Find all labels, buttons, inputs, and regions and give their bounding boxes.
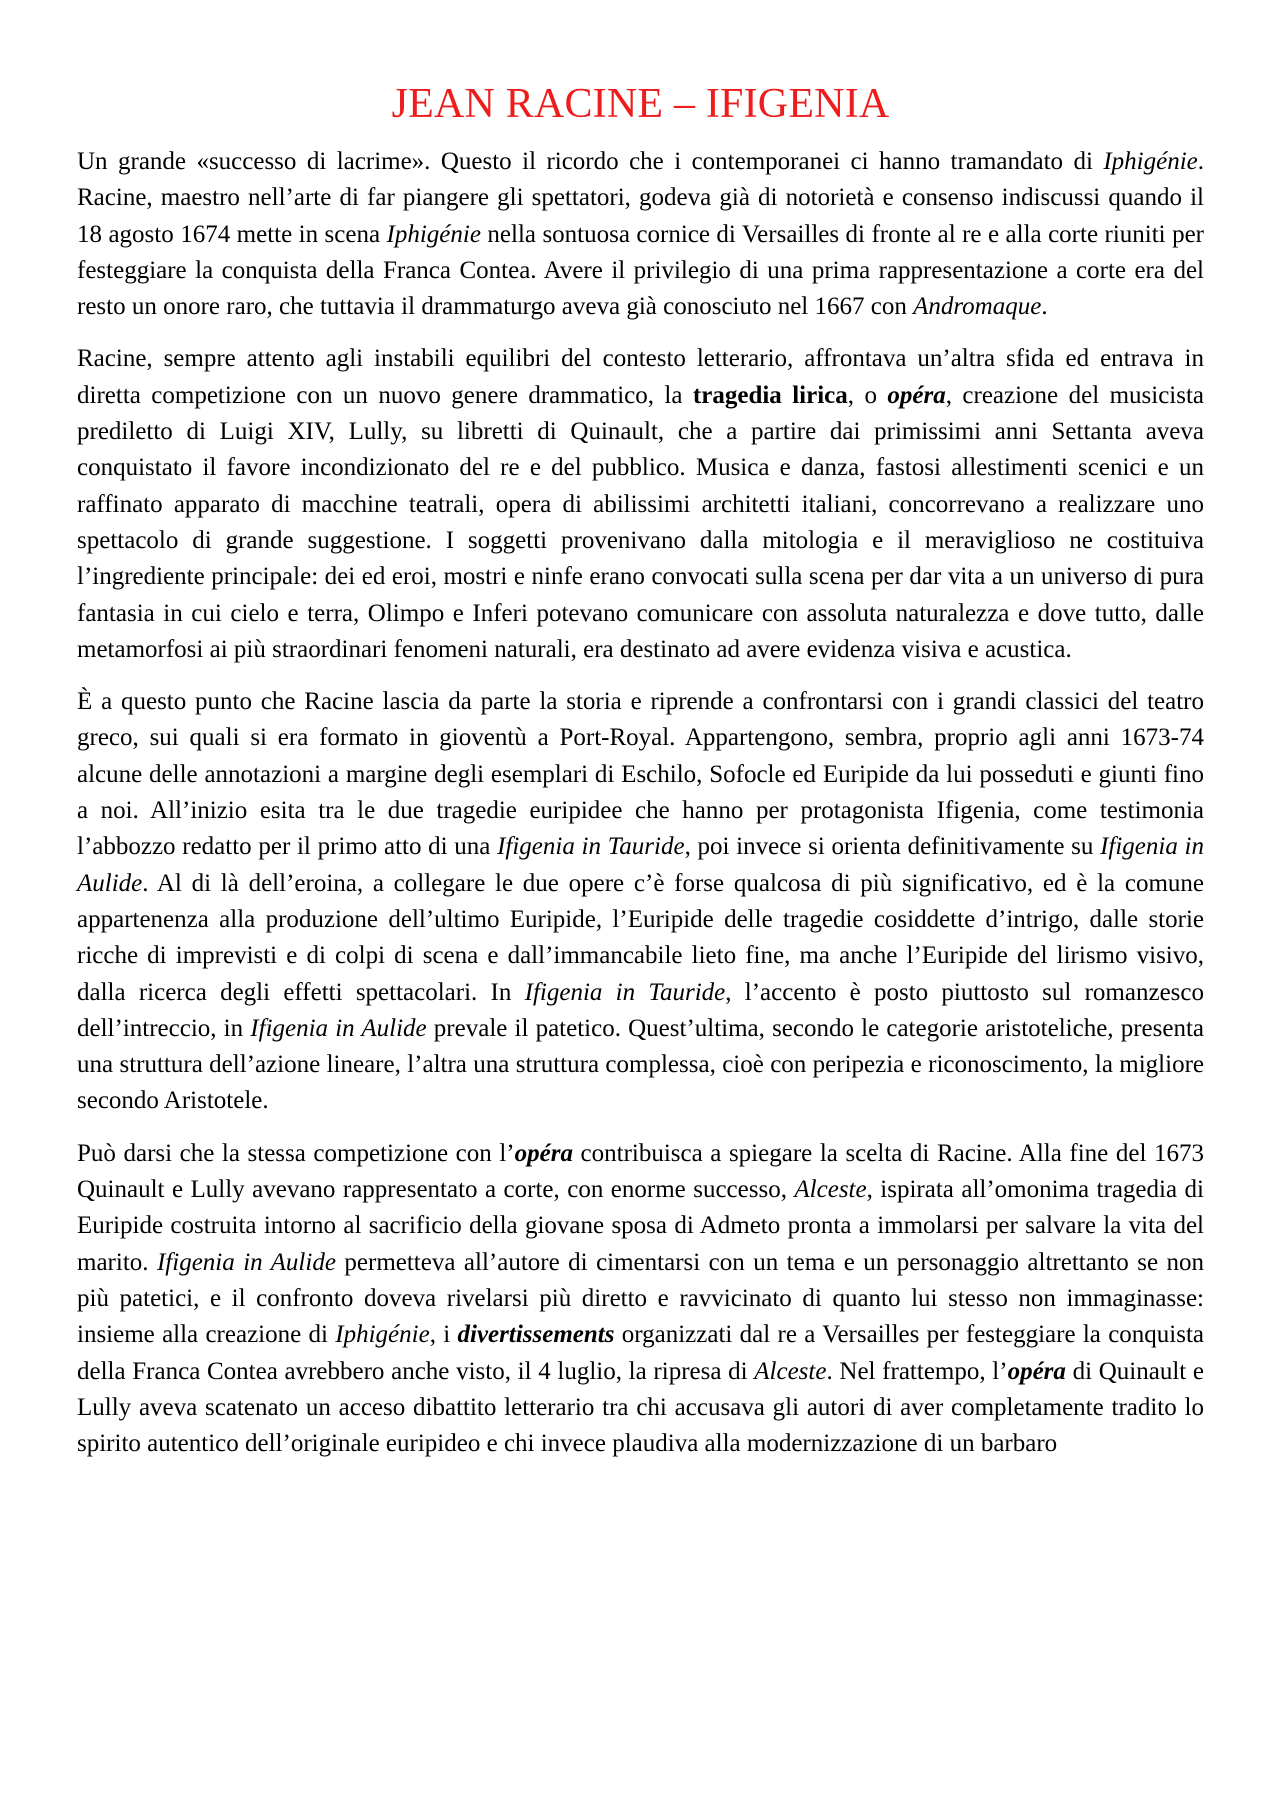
bold-italic-term-opera: opéra — [887, 381, 946, 409]
italic-title-alceste: Alceste — [794, 1176, 867, 1204]
bold-italic-term-opera: opéra — [1007, 1357, 1066, 1385]
italic-title-iphigenie: Iphigénie — [386, 220, 481, 248]
italic-title-iphigenie: Iphigénie — [335, 1321, 430, 1349]
text-run: È a questo punto che Racine lascia da parte la storia e riprende a confrontarsi con i grandi classici del teatro greco, sui quali si era formato in gioventù a Port-Royal. Appartengono, sembra, proprio agli anni 1673-74 alcune delle annotazioni a margine degli esemplari di Eschilo, Sofocle ed Euripide da lui posseduti e giunti fino a noi. All’inizio esita tra le due tragedie euripidee che hanno per protagonista Ifigenia, come testimonia l’abbozzo redatto per il primo atto di una — [77, 688, 1204, 861]
text-run: di Quinault e Lully aveva scatenato un acceso dibattito letterario tra chi accusava gli autori di aver completamente tradito lo spirito autentico dell’originale euripideo e chi invece plaudiva alla modernizzazione di un barbaro — [77, 1357, 1205, 1458]
text-run: nella sontuosa cornice di Versailles di fronte al re e alla corte riuniti per festeggiare la conquista della Franca Contea. Avere il privilegio di una prima rappresentazione a corte era del resto un onore raro, che tuttavia il drammaturgo aveva già conosciuto nel 1667 con — [77, 220, 1205, 321]
text-run: permetteva all’autore di cimentarsi con un tema e un personaggio altrettanto se non più patetici, e il confronto doveva rivelarsi più diretto e ravvicinato di quanto lui stesso non immaginasse: insieme alla creazione di — [77, 1248, 1204, 1349]
italic-title-ifigenia-aulide: Ifigenia in Aulide — [77, 833, 1204, 897]
italic-title-ifigenia-tauride: Ifigenia in Tauride — [524, 978, 726, 1006]
paragraph-4 — [77, 1136, 1204, 1463]
bold-term-tragedia-lirica: tragedia lirica — [692, 381, 848, 409]
paragraph-1 — [77, 144, 1204, 325]
text-run: prevale il patetico. Quest’ultima, secondo le categorie aristoteliche, presenta una struttura dell’azione lineare, l’altra una struttura complessa, cioè con peripezia e riconoscimento, la migliore secondo Aristotele. — [77, 1014, 1204, 1115]
italic-title-andromaque: Andromaque — [913, 293, 1042, 321]
text-run: . Nel frattempo, l’ — [826, 1357, 1008, 1385]
italic-title-ifigenia-tauride: Ifigenia in Tauride — [497, 833, 685, 861]
text-run: , i — [429, 1321, 458, 1349]
text-run: , l’accento è posto piuttosto sul romanzesco dell’intreccio, in — [77, 978, 1204, 1042]
text-run: . Al di là dell’eroina, a collegare le due opere c’è forse qualcosa di più significativo, ed è la comune appartenenza alla produzione dell’ultimo Euripide, l’Euripide delle tragedie cosiddette d’intrigo, dalle storie ricche di imprevisti e di colpi di scena e dall’immancabile lieto fine, ma anche l’Euripide del lirismo visivo, dalla ricerca degli effetti spettacolari. In — [77, 869, 1204, 1006]
italic-title-ifigenia-aulide: Ifigenia in Aulide — [156, 1248, 336, 1276]
text-run: , creazione del musicista prediletto di Luigi XIV, Lully, su libretti di Quinault, che a partire dai primissimi anni Settanta aveva conquistato il favore incondizionato del re e del pubblico. Musica e danza, fastosi allestimenti scenici e un raffinato apparato di macchine teatrali, opera di abilissimi architetti italiani, concorrevano a realizzare uno spettacolo di grande suggestione. I soggetti provenivano dalla mitologia e il meraviglioso ne costituiva l’ingrediente principale: dei ed eroi, mostri e ninfe erano convocati sulla scena per dar vita a un universo di pura fantasia in cui cielo e terra, Olimpo e Inferi potevano comunicare con assoluta naturalezza e dove tutto, dalle metamorfosi ai più straordinari fenomeni naturali, era destinato ad avere evidenza visiva e acustica. — [77, 381, 1205, 663]
page-title: JEAN RACINE – IFIGENIA — [391, 81, 890, 127]
bold-italic-term-opera: opéra — [514, 1139, 573, 1167]
text-run: Può darsi che la stessa competizione con l’ — [77, 1139, 515, 1167]
paragraph-3 — [77, 684, 1204, 1120]
italic-title-alceste: Alceste — [754, 1357, 827, 1385]
text-run: contribuisca a spiegare la scelta di Racine. Alla fine del 1673 Quinault e Lully avevano rappresentato a corte, con enorme successo, — [77, 1139, 1204, 1204]
text-run: Racine, sempre attento agli instabili equilibri del contesto letterario, affrontava un’altra sfida ed entrava in diretta competizione con un nuovo genere drammatico, la — [77, 345, 1204, 409]
paragraph-2 — [77, 341, 1204, 668]
italic-title-ifigenia-aulide: Ifigenia in Aulide — [250, 1014, 427, 1042]
text-run: , poi invece si orienta definitivamente su — [684, 833, 1101, 861]
text-run: , o — [847, 381, 888, 409]
text-run: , ispirata all’omonima tragedia di Euripide costruita intorno al sacrificio della giovane sposa di Admeto pronta a immolarsi per salvare la vita del marito. — [77, 1176, 1204, 1276]
text-run: . — [1041, 293, 1048, 321]
text-run: . Racine, maestro nell’arte di far piangere gli spettatori, godeva già di notorietà e consenso indiscussi quando il 18 agosto 1674 mette in scena — [77, 148, 1204, 248]
text-run: Un grande «successo di lacrime». Questo il ricordo che i contemporanei ci hanno tramandato di — [77, 148, 1104, 175]
text-run: organizzati dal re a Versailles per festeggiare la conquista della Franca Contea avrebbero anche visto, il 4 luglio, la ripresa di — [77, 1321, 1205, 1385]
bold-italic-term-divertissements: divertissements — [457, 1321, 615, 1349]
italic-title-iphigenie: Iphigénie — [1103, 148, 1198, 175]
